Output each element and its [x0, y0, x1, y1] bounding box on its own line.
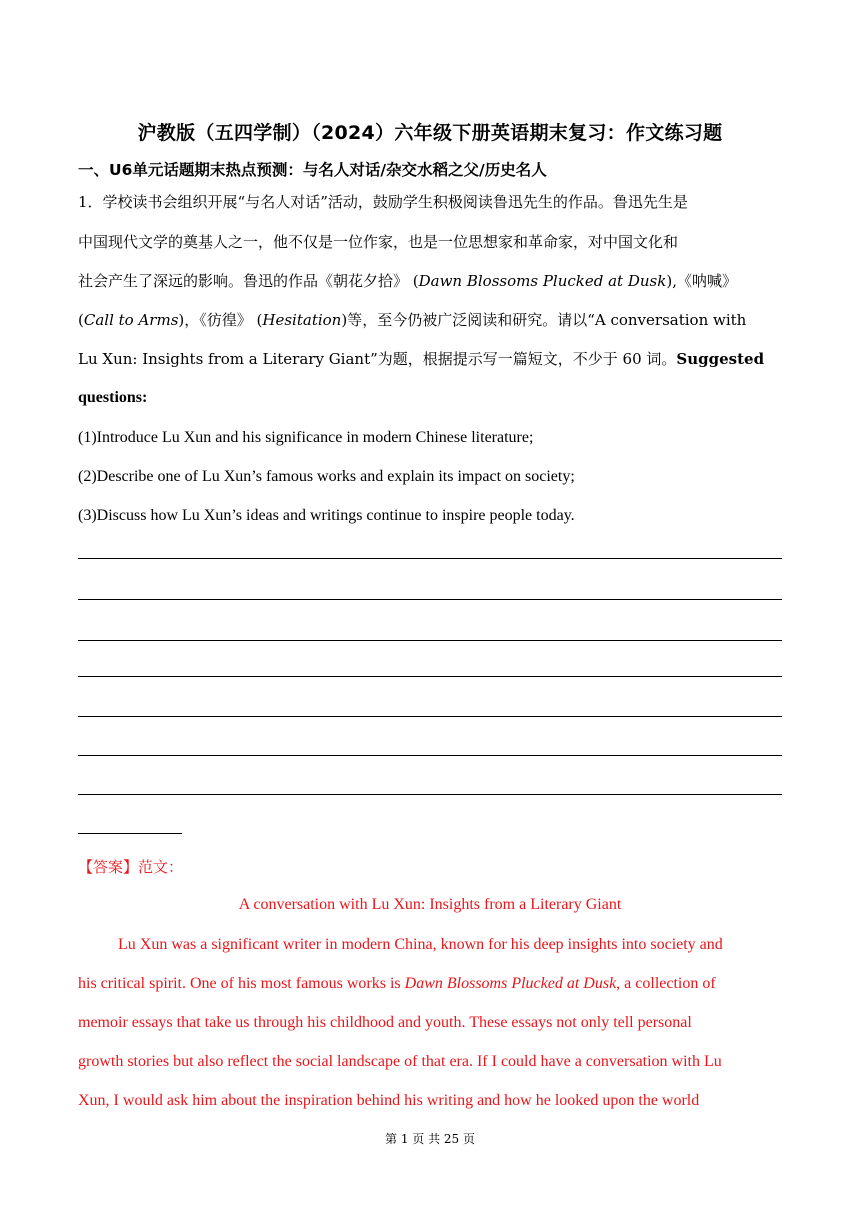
essay-title: A conversation with Lu Xun: Insights from a Literary Giant [238, 896, 622, 913]
writing-line[interactable] [78, 676, 782, 677]
essay-line-1: Lu Xun was a significant writer in modern China, known for his deep insights into society and [118, 936, 723, 953]
suggested-question-2: (2)Describe one of Lu Xun’s famous works and explain its impact on society; [78, 468, 575, 485]
question-line-4-e: )等，至今仍被广泛阅读和研究。请以“A conversation with [341, 311, 747, 329]
work-title-hesitation: Hesitation [262, 311, 342, 329]
question-line-4-a: ( [78, 311, 84, 329]
questions-label: questions: [78, 389, 148, 406]
writing-line[interactable] [78, 558, 782, 559]
section-heading: 一、U6单元话题期末热点预测：与名人对话/杂交水稻之父/历史名人 [78, 161, 547, 179]
work-title-dawn-blossoms: Dawn Blossoms Plucked at Dusk [418, 272, 667, 290]
writing-line[interactable] [78, 755, 782, 756]
suggested-question-3: (3)Discuss how Lu Xun’s ideas and writings continue to inspire people today. [78, 507, 575, 524]
suggested-question-1: (1)Introduce Lu Xun and his significance in modern Chinese literature; [78, 429, 534, 446]
question-line-3-c: ),《呐喊》 [666, 272, 737, 290]
question-line-4 [78, 310, 782, 330]
question-line-1: 1．学校读书会组织开展“与名人对话”活动，鼓励学生积极阅读鲁迅先生的作品。鲁迅先生是 [78, 193, 688, 211]
essay-line-2-a: his critical spirit. One of his most famous works is [78, 975, 405, 992]
page-title: 沪教版（五四学制）（2024）六年级下册英语期末复习：作文练习题 [137, 122, 723, 144]
suggested-label: Suggested [676, 350, 765, 368]
writing-line-short[interactable] [78, 833, 182, 834]
essay-line-2-c: , a collection of [616, 975, 716, 992]
essay-line-5: Xun, I would ask him about the inspiration behind his writing and how he looked upon the world [78, 1092, 700, 1109]
essay-line-2 [78, 974, 782, 994]
essay-work-title: Dawn Blossoms Plucked at Dusk [404, 975, 617, 992]
essay-line-3: memoir essays that take us through his childhood and youth. These essays not only tell personal [78, 1014, 692, 1031]
work-title-call-to-arms: Call to Arms [83, 311, 179, 329]
writing-line[interactable] [78, 794, 782, 795]
writing-line[interactable] [78, 640, 782, 641]
question-line-4-c: )，《彷徨》 ( [178, 311, 263, 329]
question-line-3-a: 社会产生了深远的影响。鲁迅的作品《朝花夕拾》 ( [78, 272, 419, 290]
question-line-5-a: Lu Xun: Insights from a Literary Giant”为题，根据提示写一篇短文，不少于 60 词。 [78, 350, 677, 368]
writing-line[interactable] [78, 716, 782, 717]
question-line-2: 中国现代文学的奠基人之一，他不仅是一位作家，也是一位思想家和革命家，对中国文化和 [78, 233, 679, 251]
question-line-5 [78, 349, 782, 369]
question-line-6 [78, 388, 782, 408]
answer-label: 【答案】范文： [78, 858, 184, 876]
writing-line[interactable] [78, 599, 782, 600]
question-line-3 [78, 271, 782, 291]
page-footer: 第 1 页 共 25 页 [385, 1132, 475, 1146]
essay-line-4: growth stories but also reflect the social landscape of that era. If I could have a conversation with Lu [78, 1053, 722, 1070]
